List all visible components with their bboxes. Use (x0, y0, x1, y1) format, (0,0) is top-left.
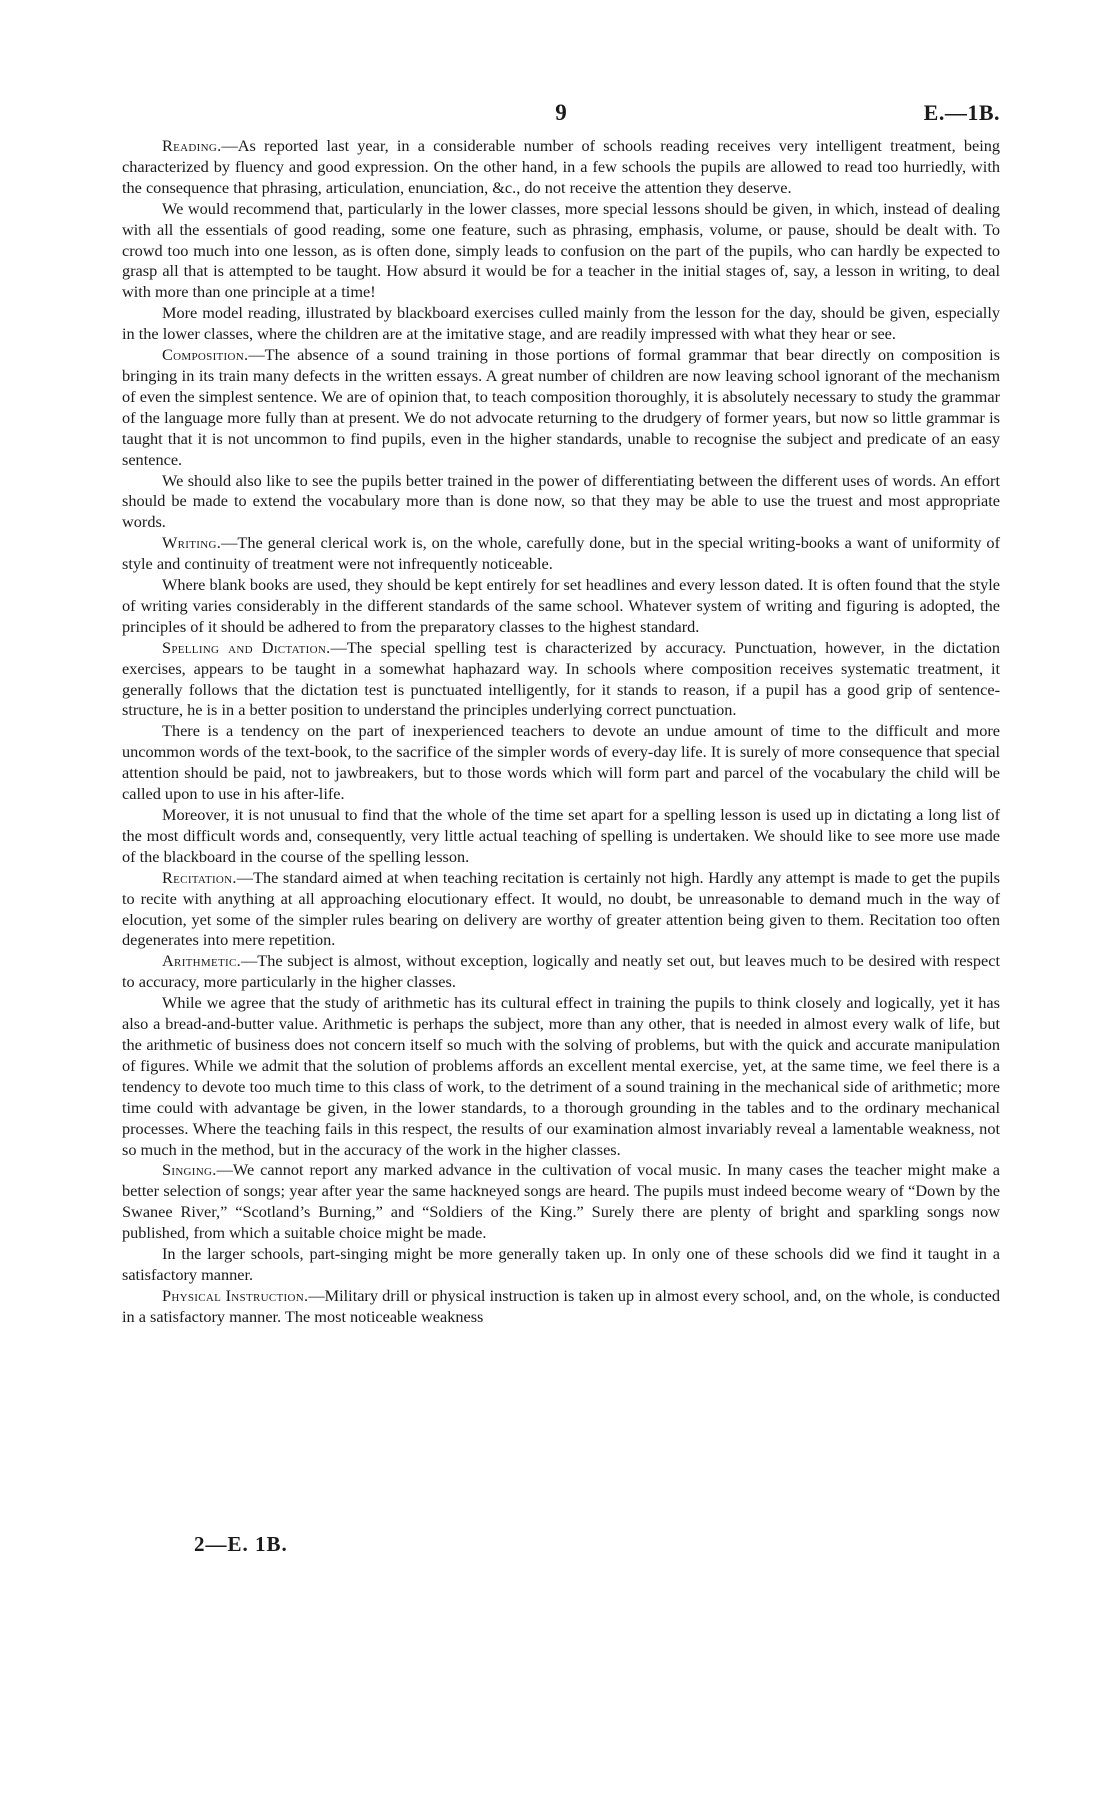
paragraph-recitation (122, 868, 1000, 952)
paragraph (122, 1244, 1000, 1286)
section-heading-singing: Singing. (162, 1160, 217, 1180)
section-heading-recitation: Recitation. (162, 867, 237, 887)
section-heading-spelling-dictation: Spelling and Dictation. (162, 637, 331, 657)
document-page (122, 100, 1000, 1556)
paragraph-text: —We cannot report any marked advance in the cultivation of vocal music. In many cases the teacher might make a better selection of songs; year after year the same hackneyed songs are heard. The pupils must indeed become weary of “Down by the Swanee River,” “Scotland’s Burning,” and “Soldiers of the King.” Surely there are plenty of bright and sparkling songs now published, from which a suitable choice might be made. (122, 1160, 1000, 1243)
paragraph-arithmetic (122, 951, 1000, 993)
paragraph-writing (122, 533, 1000, 575)
paragraph-text: We should also like to see the pupils better trained in the power of differentiating between the different uses of words. An effort should be made to extend the vocabulary more than is done now, so that they may be able to use the truest and most appropriate words. (122, 470, 1000, 532)
paragraph-text: In the larger schools, part-singing might be more generally taken up. In only one of these schools did we find it taught in a satisfactory manner. (122, 1244, 1000, 1284)
paragraph (122, 805, 1000, 868)
paragraph-text: —The subject is almost, without exception, logically and neatly set out, but leaves much to be desired with respect to accuracy, more particularly in the higher classes. (122, 951, 1000, 992)
paragraph-text: Moreover, it is not unusual to find that the whole of the time set apart for a spelling lesson is used up in dictating a long list of the most difficult words and, consequently, very little actual teaching of spelling is undertaken. We should like to see more use made of the blackboard in the course of the spelling lesson. (122, 805, 1000, 866)
signature-mark: 2—E. 1B. (194, 1532, 288, 1556)
paragraph (122, 575, 1000, 638)
paragraph (122, 303, 1000, 345)
paragraph-text: More model reading, illustrated by blackboard exercises culled mainly from the lesson for the day, should be given, especially in the lower classes, where the children are at the imitative stage, and are readily impressed with what they hear or see. (122, 303, 1000, 344)
page-number: 9 (555, 100, 567, 125)
paragraph (122, 471, 1000, 534)
paragraph-reading (122, 136, 1000, 199)
paragraph-text: Where blank books are used, they should be kept entirely for set headlines and every lesson dated. It is often found that the style of writing varies considerably in the different standards of the same school. Whatever system of writing and figuring is adopted, the principles of it should be adhered to from the preparatory classes to the highest standard. (122, 575, 1000, 636)
paragraph-text: —As reported last year, in a considerable number of schools reading receives very intelligent treatment, being characterized by fluency and good expression. On the other hand, in a few schools the pupils are allowed to read too hurriedly, with the consequence that phrasing, articulation, enunciation, &c., do not receive the attention they deserve. (122, 136, 1000, 197)
paragraph-composition (122, 345, 1000, 470)
paragraph-text: While we agree that the study of arithmetic has its cultural effect in training the pupils to think closely and logically, yet it has also a bread-and-butter value. Arithmetic is perhaps the subject, more than any other, that is needed in almost every walk of life, but the arithmetic of business does not concern itself so much with the solving of problems, but with the quick and accurate manipulation of figures. While we admit that the solution of problems affords an excellent mental exercise, yet, at the same time, we feel there is a tendency to devote too much time to this class of work, to the detriment of a sound training in the mechanical side of arithmetic; more time could with advantage be given, in the lower standards, to a thorough grounding in the tables and to the ordinary mechanical processes. Where the teaching fails in this respect, the results of our examination almost invariably reveal a lamentable weakness, not so much in the method, but in the accuracy of the work in the higher classes. (122, 993, 1000, 1159)
section-heading-writing: Writing. (162, 533, 222, 553)
paragraph-physical-instruction (122, 1286, 1000, 1328)
paragraph-text: There is a tendency on the part of inexperienced teachers to devote an undue amount of time to the difficult and more uncommon words of the text-book, to the sacrifice of the simpler words of every-day life. It is surely of more consequence that special attention should be paid, not to jawbreakers, but to those words which will form part and parcel of the vocabulary the child will be called upon to use in his after-life. (122, 721, 1000, 804)
section-heading-arithmetic: Arithmetic. (162, 951, 242, 971)
paragraph-singing (122, 1160, 1000, 1244)
paragraph (122, 993, 1000, 1160)
section-heading-composition: Composition. (162, 345, 249, 365)
section-heading-physical-instruction: Physical Instruction. (162, 1285, 309, 1305)
paragraph-text: —The special spelling test is characterized by accuracy. Punctuation, however, in the dictation exercises, appears to be taught in a somewhat haphazard way. In schools where composition receives systematic treatment, it generally follows that the dictation test is punctuated intelligently, for it stands to reason, if a pupil has a good grip of sentence-structure, he is in a better position to understand the principles underlying correct punctuation. (122, 637, 1000, 720)
paragraph-text: —The absence of a sound training in those portions of formal grammar that bear directly on composition is bringing in its train many defects in the written essays. A great number of children are now leaving school ignorant of the mechanism of even the simplest sentence. We are of opinion that, to teach composition thoroughly, it is absolutely necessary to study the grammar of the language more fully than at present. We do not advocate returning to the drudgery of former years, but now so little grammar is taught that it is not uncommon to find pupils, even in the higher standards, unable to recognise the subject and predicate of an easy sentence. (122, 345, 1000, 469)
paragraph-text: We would recommend that, particularly in the lower classes, more special lessons should be given, in which, instead of dealing with all the essentials of good reading, some one feature, such as phrasing, emphasis, volume, or pause, should be dealt with. To crowd too much into one lesson, as is often done, simply leads to confusion on the part of the pupils, who can hardly be expected to grasp all that is attempted to be taught. How absurd it would be for a teacher in the initial stages of, say, a lesson in writing, to deal with more than one principle at a time! (122, 198, 1000, 302)
body-text (122, 136, 1000, 1328)
section-heading-reading: Reading. (162, 136, 222, 155)
paragraph-spelling-dictation (122, 638, 1000, 722)
document-reference: E.—1B. (923, 100, 1000, 125)
paragraph-text: —The general clerical work is, on the whole, carefully done, but in the special writing-books a want of uniformity of style and continuity of treatment were not infrequently noticeable. (122, 533, 1000, 574)
paragraph (122, 721, 1000, 805)
page-header (122, 100, 1000, 136)
paragraph-text: —The standard aimed at when teaching recitation is certainly not high. Hardly any attempt is made to get the pupils to recite with anything at all approaching elocutionary effect. It would, no doubt, be unreasonable to demand much in the way of elocution, yet some of the simpler rules bearing on delivery are worthy of greater attention being given to them. Recitation too often degenerates into mere repetition. (122, 867, 1000, 950)
paragraph-text: —Military drill or physical instruction is taken up in almost every school, and, on the whole, is conducted in a satisfactory manner. The most noticeable weakness (122, 1285, 1000, 1326)
paragraph (122, 199, 1000, 304)
